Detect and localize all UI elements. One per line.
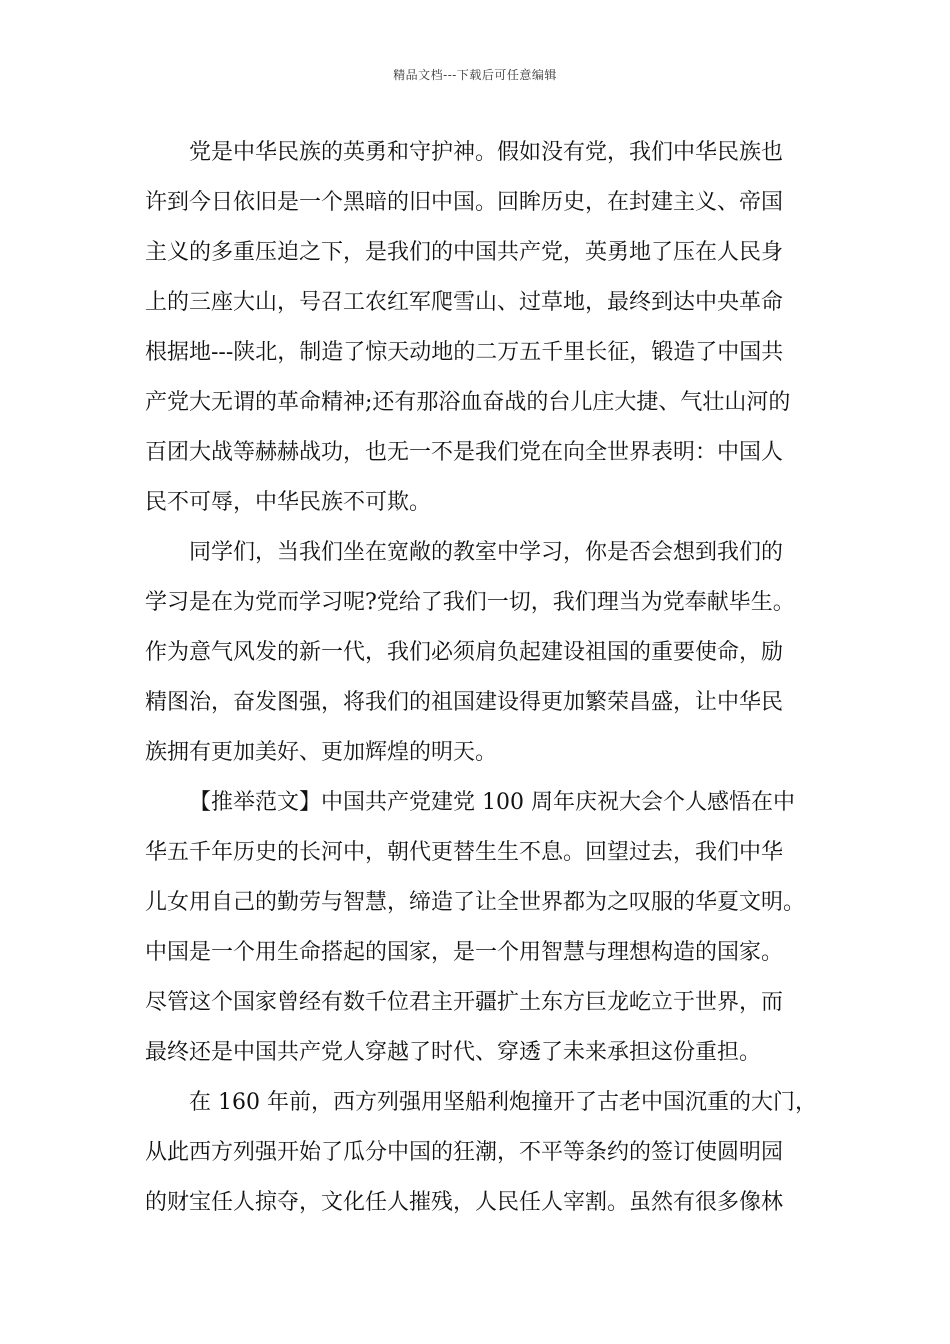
page-header: 精品文档---下载后可任意编辑: [393, 68, 557, 82]
text-line: 学习是在为党而学习呢?党给了我们一切，我们理当为党奉献毕生。: [145, 590, 795, 615]
text-line: 主义的多重压迫之下，是我们的中国共产党，英勇地了压在人民身: [145, 240, 784, 265]
text-line: 同学们，当我们坐在宽敞的教室中学习，你是否会想到我们的: [189, 540, 784, 565]
text-line: 百团大战等赫赫战功，也无一不是我们党在向全世界表明：中国人: [145, 440, 784, 465]
text-line: 族拥有更加美好、更加辉煌的明天。: [145, 740, 498, 765]
text-line: 在 160 年前，西方列强用坚船利炮撞开了古老中国沉重的大门，: [189, 1090, 817, 1115]
text-line: 作为意气风发的新一代，我们必须肩负起建设祖国的重要使命，励: [145, 640, 784, 665]
text-line: 尽管这个国家曾经有数千位君主开疆扩土东方巨龙屹立于世界，而: [145, 990, 784, 1015]
text-line: 中国是一个用生命搭起的国家，是一个用智慧与理想构造的国家。: [145, 940, 784, 965]
text-line: 从此西方列强开始了瓜分中国的狂潮，不平等条约的签订使圆明园: [145, 1140, 784, 1165]
text-line: 最终还是中国共产党人穿越了时代、穿透了未来承担这份重担。: [145, 1040, 762, 1065]
text-line: 的财宝任人掠夺，文化任人摧残，人民任人宰割。虽然有很多像林: [145, 1190, 784, 1215]
text-line: 产党大无谓的革命精神;还有那浴血奋战的台儿庄大捷、气壮山河的: [145, 390, 791, 415]
text-line: 华五千年历史的长河中，朝代更替生生不息。回望过去，我们中华: [145, 840, 784, 865]
text-line: 上的三座大山，号召工农红军爬雪山、过草地，最终到达中央革命: [145, 290, 784, 315]
text-line: 精图治，奋发图强，将我们的祖国建设得更加繁荣昌盛，让中华民: [145, 690, 784, 715]
text-line: 许到今日依旧是一个黑暗的旧中国。回眸历史，在封建主义、帝国: [145, 190, 784, 215]
document-body: [145, 128, 815, 1228]
text-line: 根据地---陕北，制造了惊天动地的二万五千里长征，锻造了中国共: [145, 340, 784, 365]
text-line: 【推举范文】中国共产党建党 100 周年庆祝大会个人感悟在中: [189, 790, 795, 815]
text-line: 党是中华民族的英勇和守护神。假如没有党，我们中华民族也: [189, 140, 784, 165]
text-line: 民不可辱，中华民族不可欺。: [145, 490, 432, 515]
text-line: 儿女用自己的勤劳与智慧，缔造了让全世界都为之叹服的华夏文明。: [145, 890, 806, 915]
